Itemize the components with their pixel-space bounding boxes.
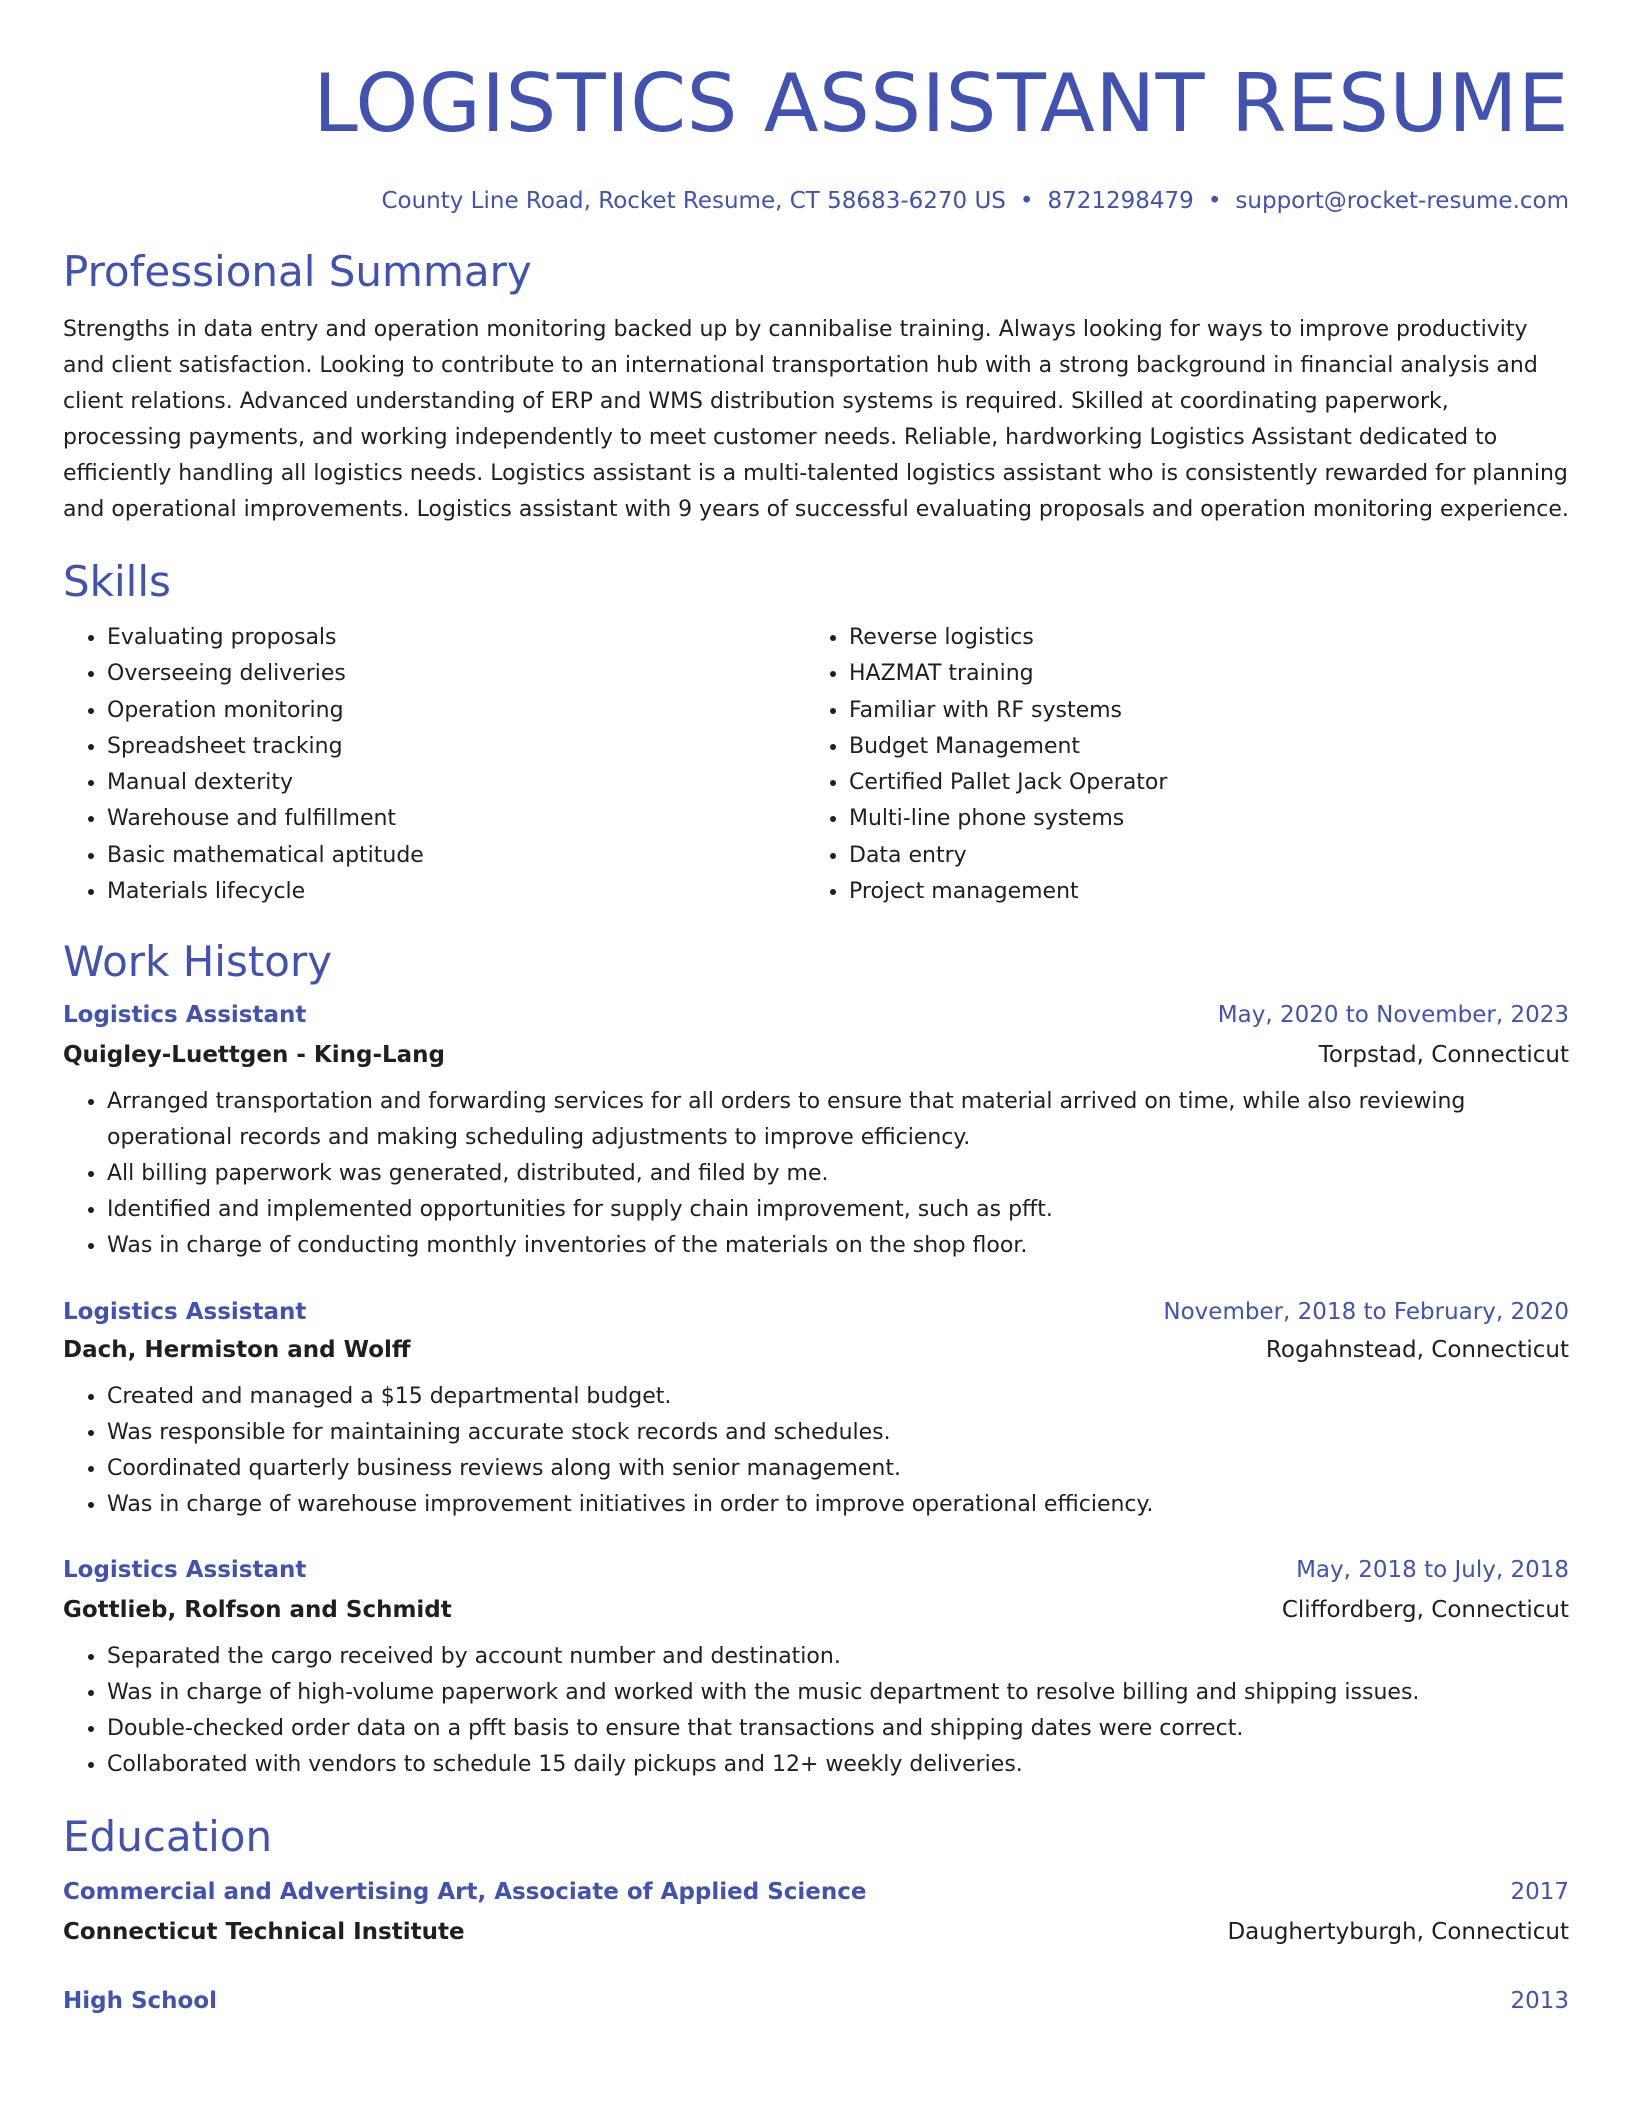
job-header-row [63,1555,1569,1585]
skill-item: • Data entry [849,838,1569,874]
education-header-row [63,1877,1569,1907]
education-year: 2013 [1510,1988,1569,2015]
skills-list [63,620,1569,910]
contact-separator: • [1207,188,1222,214]
education-heading: Education [63,1812,273,1862]
job-bullet: • Separated the cargo received by account number and destination. [107,1639,1569,1675]
education-year: 2017 [1510,1879,1569,1906]
education-entry [63,1877,1569,1947]
skill-item: • Project management [849,874,1569,910]
skill-item: • Familiar with RF systems [849,693,1569,729]
job-dates: November, 2018 to February, 2020 [1163,1299,1569,1326]
education-location: Daughertyburgh, Connecticut [1227,1919,1569,1946]
skills-column-right [805,620,1569,910]
resume-title: LOGISTICS ASSISTANT RESUME [313,57,1569,150]
job-location: Rogahnstead, Connecticut [1265,1337,1569,1364]
job-bullets [63,1639,1569,1783]
education-degree: Commercial and Advertising Art, Associate of Applied Science [63,1879,867,1906]
skill-item: • Evaluating proposals [107,620,805,656]
work-history-heading: Work History [63,937,333,987]
job-bullet: • Double-checked order data on a pfft basis to ensure that transactions and shipping dates were correct. [107,1711,1569,1747]
skill-item: • Budget Management [849,729,1569,765]
contact-email: support@rocket-resume.com [1235,188,1569,214]
job-bullet: • Collaborated with vendors to schedule 15 daily pickups and 12+ weekly deliveries. [107,1747,1569,1783]
resume-header [63,0,1569,216]
skill-item: • Certified Pallet Jack Operator [849,765,1569,801]
job-company: Quigley-Luettgen - King-Lang [63,1042,446,1069]
job-role: Logistics Assistant [63,1299,307,1326]
skill-item: • Manual dexterity [107,765,805,801]
education-header-row [63,1986,1569,2016]
contact-address: County Line Road, Rocket Resume, CT 58683-6270 US [381,188,1006,214]
contact-line [63,186,1569,216]
job-header-row [63,1297,1569,1327]
education-entry [63,1986,1569,2016]
job-entry [63,1000,1569,1264]
summary-text: Strengths in data entry and operation monitoring backed up by cannibalise training. Always looking for ways to improve productivity and client satisfaction. Looking to contribute to an international transportation hub with a strong background in financial analysis and client relations. Advanced understanding of ERP and WMS distribution systems is required. Skilled at coordinating paperwork, processing payments, and working independently to meet customer needs. Reliable, hardworking Logistics Assistant dedicated to efficiently handling all logistics needs. Logistics assistant is a multi-talented logistics assistant who is consistently rewarded for planning and operational improvements. Logistics assistant with 9 years of successful evaluating proposals and operation monitoring experience. [63,317,1569,522]
job-entry [63,1555,1569,1783]
education-school-row [63,1917,1569,1947]
job-company-row [63,1595,1569,1625]
education-school: Connecticut Technical Institute [63,1919,465,1946]
job-entry [63,1297,1569,1523]
skill-item: • HAZMAT training [849,656,1569,692]
job-bullet: • Was in charge of conducting monthly inventories of the materials on the shop floor. [107,1228,1569,1264]
job-company-row [63,1040,1569,1070]
education-degree: High School [63,1988,218,2015]
skill-item: • Multi-line phone systems [849,801,1569,837]
skill-item: • Basic mathematical aptitude [107,838,805,874]
job-bullet: • Was responsible for maintaining accurate stock records and schedules. [107,1415,1569,1451]
job-dates: May, 2018 to July, 2018 [1296,1557,1569,1584]
job-bullets [63,1084,1569,1264]
job-bullets [63,1379,1569,1523]
job-bullet: • Arranged transportation and forwarding services for all orders to ensure that material arrived on time, while also reviewing operational records and making scheduling adjustments to improve efficiency. [107,1084,1569,1156]
skills-heading: Skills [63,557,171,606]
job-bullet: • Coordinated quarterly business reviews along with senior management. [107,1451,1569,1487]
skill-item: • Warehouse and fulfillment [107,801,805,837]
contact-phone: 8721298479 [1047,188,1194,214]
job-bullet: • All billing paperwork was generated, distributed, and filed by me. [107,1156,1569,1192]
skill-item: • Overseeing deliveries [107,656,805,692]
job-company-row [63,1335,1569,1365]
job-location: Torpstad, Connecticut [1318,1042,1569,1069]
job-bullet: • Created and managed a $15 departmental budget. [107,1379,1569,1415]
job-dates: May, 2020 to November, 2023 [1217,1002,1569,1029]
skill-item: • Materials lifecycle [107,874,805,910]
skill-item: • Spreadsheet tracking [107,729,805,765]
job-role: Logistics Assistant [63,1002,307,1029]
skill-item: • Operation monitoring [107,693,805,729]
job-location: Cliffordberg, Connecticut [1281,1597,1569,1624]
skills-column-left [63,620,805,910]
job-bullet: • Was in charge of high-volume paperwork and worked with the music department to resolve billing and shipping issues. [107,1675,1569,1711]
summary-heading: Professional Summary [63,247,532,296]
job-company: Dach, Hermiston and Wolff [63,1337,411,1364]
job-header-row [63,1000,1569,1030]
contact-separator: • [1019,188,1034,214]
skill-item: • Reverse logistics [849,620,1569,656]
job-bullet: • Was in charge of warehouse improvement initiatives in order to improve operational efficiency. [107,1487,1569,1523]
job-company: Gottlieb, Rolfson and Schmidt [63,1597,452,1624]
job-role: Logistics Assistant [63,1557,307,1584]
job-bullet: • Identified and implemented opportunities for supply chain improvement, such as pfft. [107,1192,1569,1228]
